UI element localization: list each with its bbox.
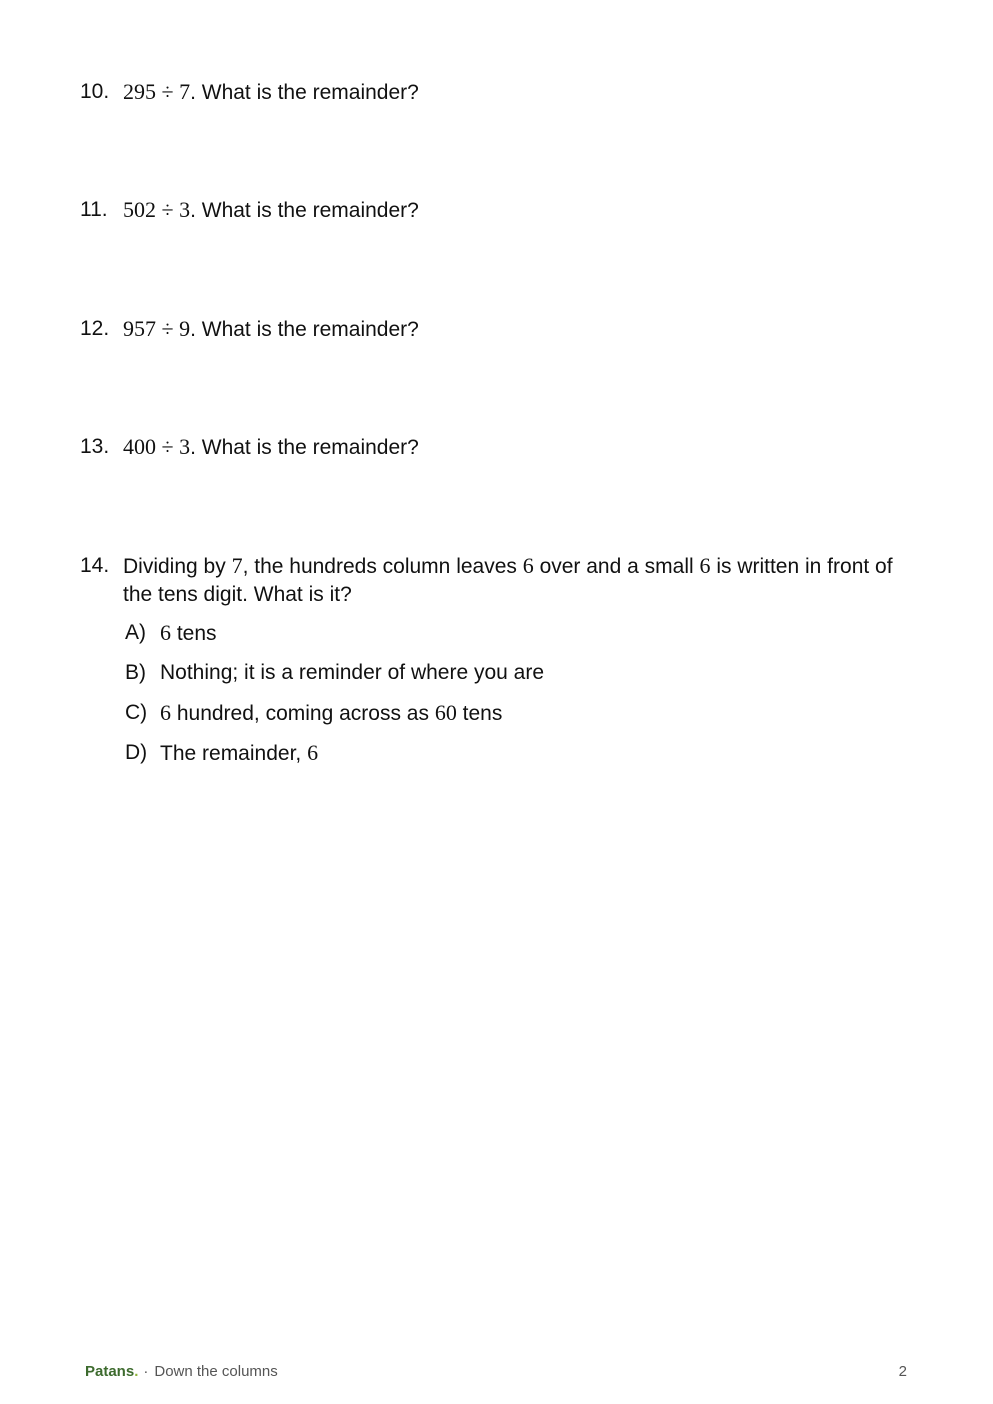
option-a[interactable] [125, 619, 920, 659]
question-expression: 502 ÷ 3 [123, 197, 191, 222]
option-text: tens [456, 702, 503, 725]
question-number: 12. [80, 317, 110, 340]
question-text [123, 552, 920, 609]
option-text: The remainder, [160, 742, 308, 765]
option-text: tens [171, 622, 217, 645]
math-number: 6 [160, 700, 171, 725]
math-number: 6 [522, 553, 534, 578]
brand-dot: . [134, 1363, 139, 1380]
page-number: 2 [898, 1363, 907, 1380]
math-number: 6 [160, 620, 171, 645]
question-13 [80, 433, 920, 462]
option-label: A) [125, 621, 146, 644]
question-number: 13. [80, 435, 110, 458]
question-10 [80, 78, 920, 107]
option-label: B) [125, 661, 146, 684]
text-run: , the hundreds column leaves [242, 555, 523, 578]
text-run: over and a small [533, 555, 700, 578]
question-number: 14. [80, 554, 110, 577]
brand-name: Patans [85, 1363, 135, 1380]
math-number: 60 [434, 700, 457, 725]
question-text: . What is the remainder? [190, 436, 419, 459]
option-label: C) [125, 701, 148, 724]
option-text: Nothing; it is a reminder of where you are [160, 661, 545, 684]
footer-separator: · [143, 1363, 149, 1380]
option-text: hundred, coming across as [171, 702, 435, 725]
question-number: 10. [80, 80, 110, 103]
math-number: 7 [231, 553, 243, 578]
question-14 [80, 552, 920, 779]
math-number: 6 [307, 740, 319, 765]
page-footer [85, 1361, 907, 1383]
option-c[interactable] [125, 699, 920, 739]
math-number: 6 [699, 553, 711, 578]
option-b[interactable] [125, 659, 920, 699]
answer-options [125, 619, 920, 779]
question-text: . What is the remainder? [190, 81, 419, 104]
question-text: . What is the remainder? [190, 199, 419, 222]
question-text: . What is the remainder? [190, 318, 419, 341]
option-d[interactable] [125, 739, 920, 779]
question-11 [80, 196, 920, 225]
worksheet-title: Down the columns [154, 1363, 278, 1380]
text-run: Dividing by [123, 555, 232, 578]
text-run: is written in front of the tens digit. What is it? [123, 555, 893, 606]
question-expression: 400 ÷ 3 [123, 434, 191, 459]
question-expression: 295 ÷ 7 [123, 79, 191, 104]
question-expression: 957 ÷ 9 [123, 316, 191, 341]
question-number: 11. [80, 198, 108, 221]
question-12 [80, 315, 920, 344]
option-label: D) [125, 741, 148, 764]
